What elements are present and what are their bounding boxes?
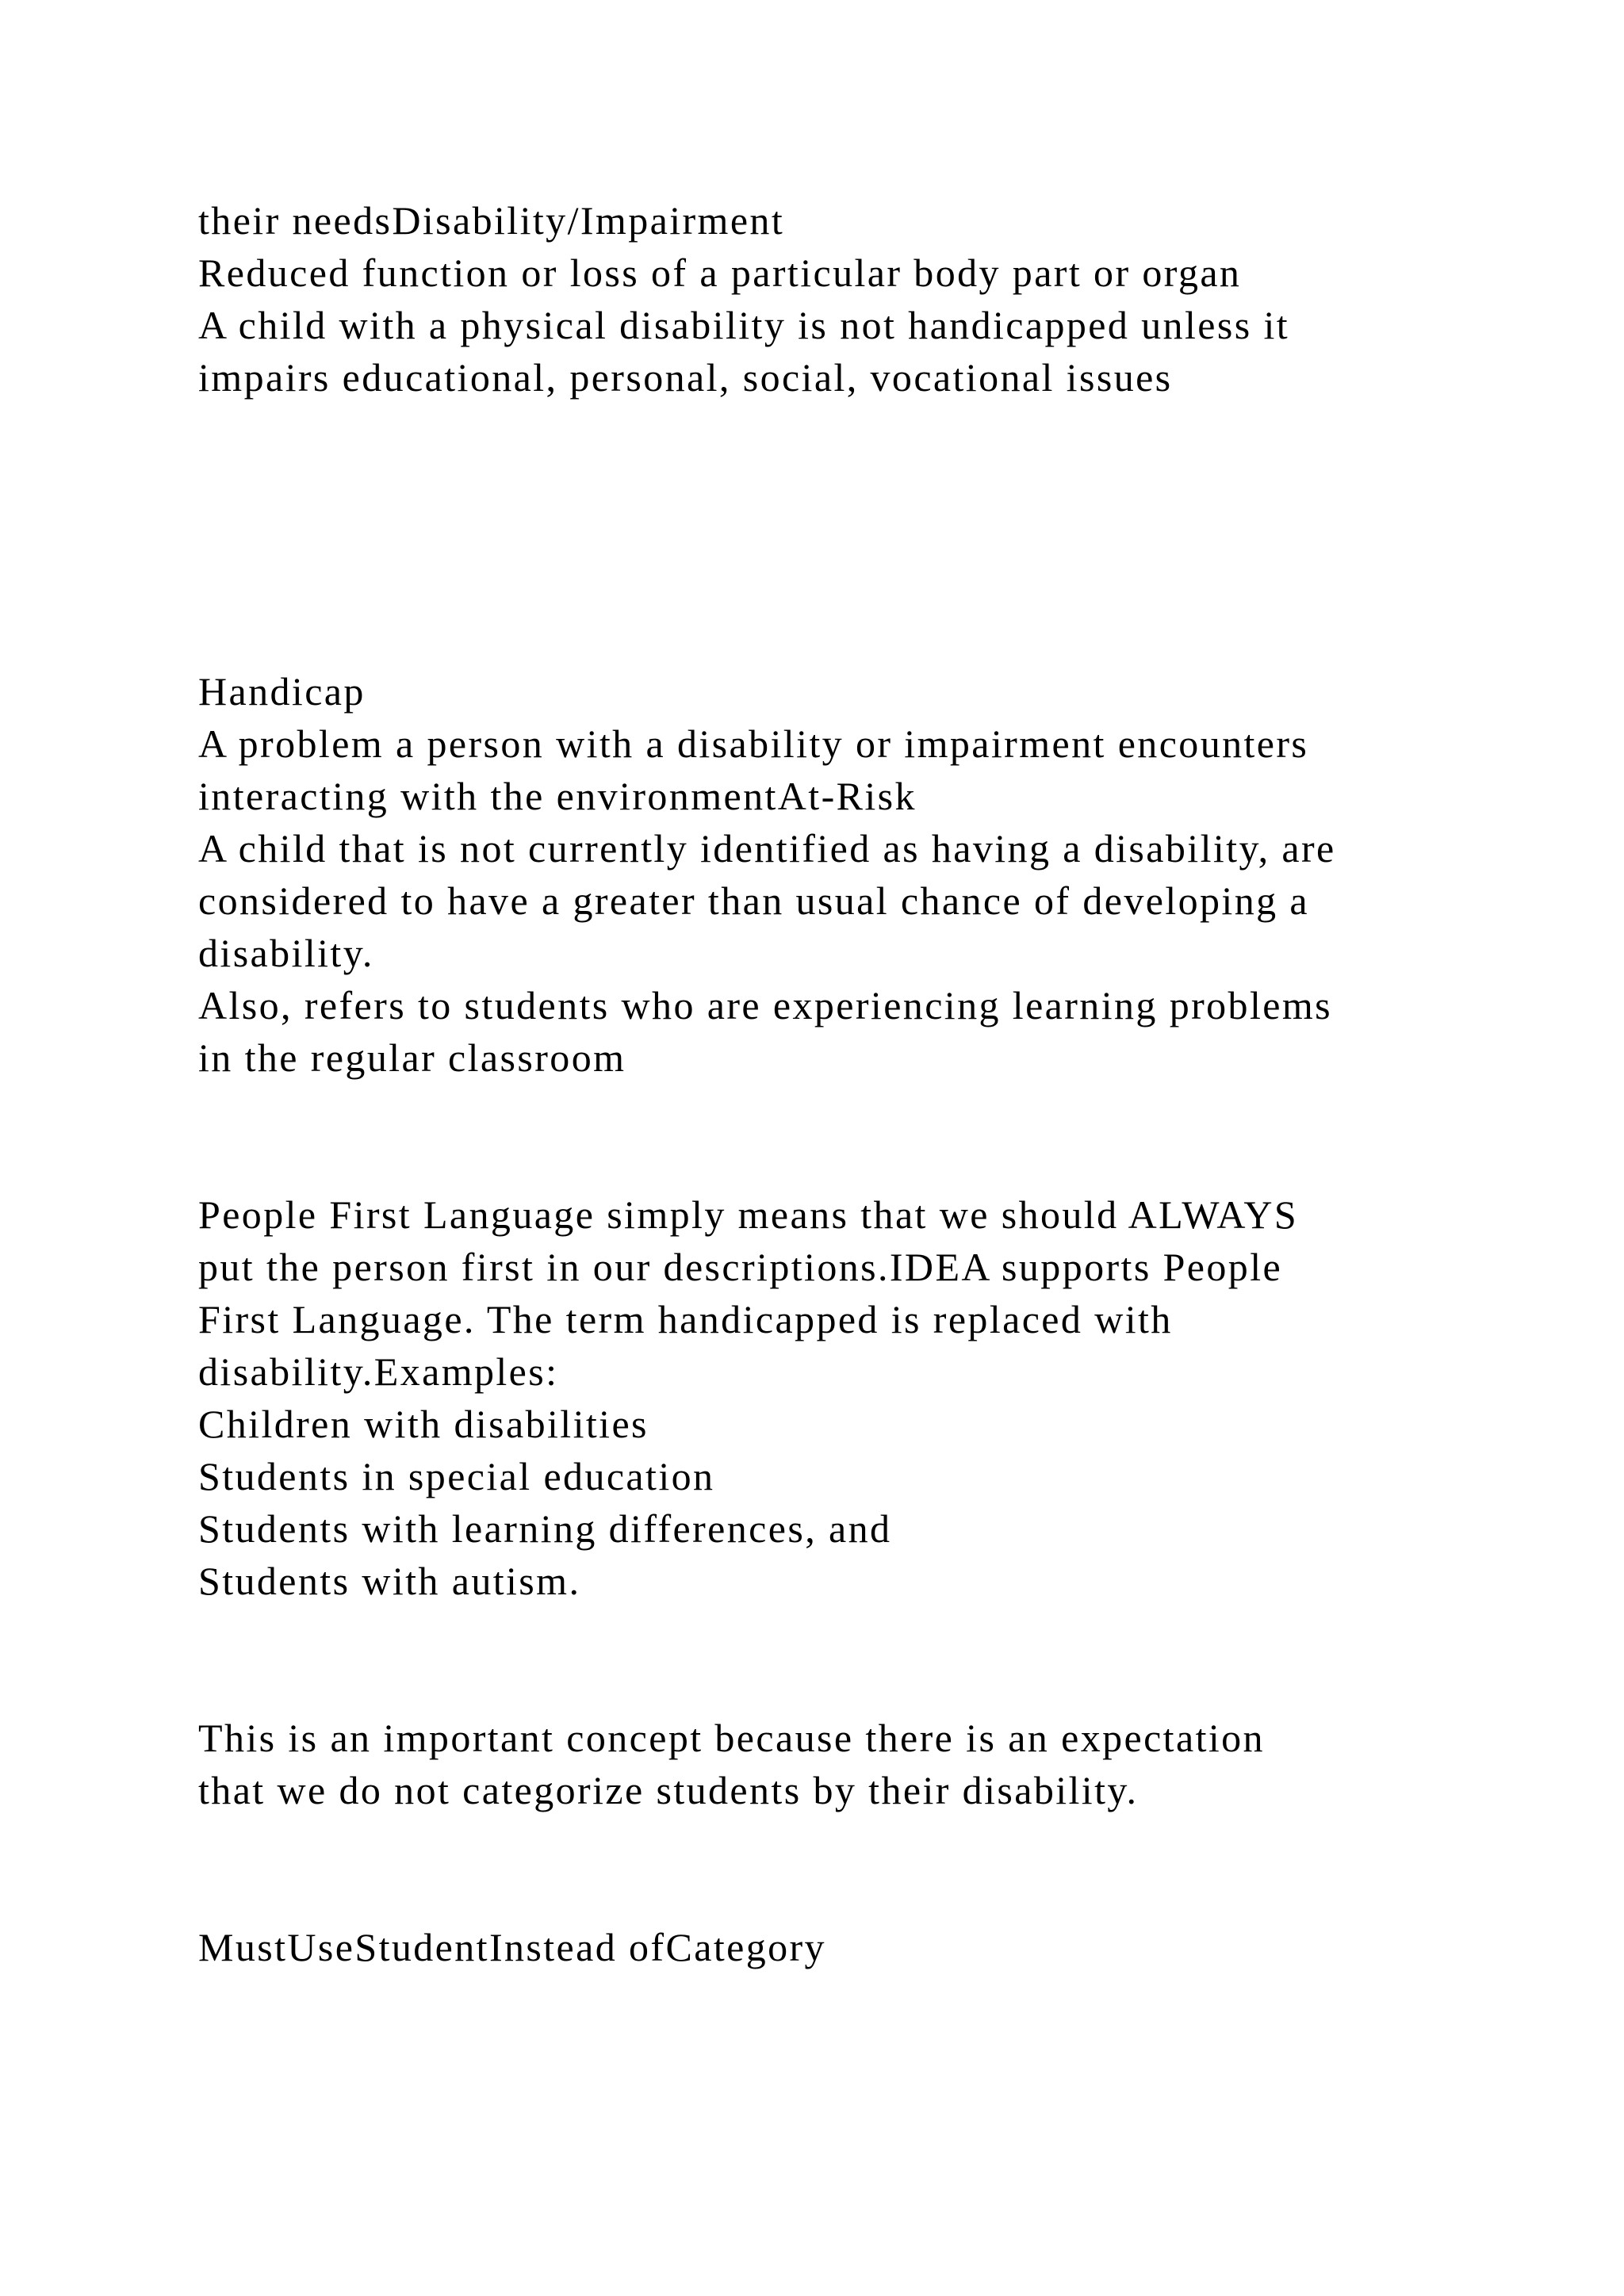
text-line: Handicap [198, 669, 366, 714]
text-line: Also, refers to students who are experiencing learning problems [198, 983, 1332, 1027]
text-line: Students with autism. [198, 1559, 581, 1603]
text-line: their needsDisability/Impairment [198, 198, 785, 243]
text-line: put the person first in our descriptions.IDEA supports People [198, 1245, 1283, 1289]
text-line: disability.Examples: [198, 1349, 559, 1394]
text-line: First Language. The term handicapped is replaced with [198, 1297, 1173, 1341]
text-line: in the regular classroom [198, 1035, 626, 1080]
text-line: impairs educational, personal, social, vocational issues [198, 355, 1173, 400]
text-line: Reduced function or loss of a particular body part or organ [198, 251, 1242, 295]
text-line: Children with disabilities [198, 1402, 649, 1446]
text-line: A problem a person with a disability or impairment encounters [198, 721, 1309, 766]
text-line: This is an important concept because there is an expectation [198, 1716, 1265, 1760]
text-line: Students with learning differences, and [198, 1506, 892, 1551]
text-line: interacting with the environmentAt-Risk [198, 774, 917, 818]
text-line: disability. [198, 931, 374, 975]
text-line: that we do not categorize students by their disability. [198, 1768, 1139, 1812]
text-line: Students in special education [198, 1454, 715, 1498]
text-line: People First Language simply means that we should ALWAYS [198, 1192, 1299, 1237]
text-line: MustUseStudentInstead ofCategory [198, 1925, 826, 1969]
text-line: considered to have a greater than usual chance of developing a [198, 878, 1310, 923]
text-line: A child that is not currently identified as having a disability, are [198, 826, 1336, 871]
text-line: A child with a physical disability is not handicapped unless it [198, 303, 1290, 347]
